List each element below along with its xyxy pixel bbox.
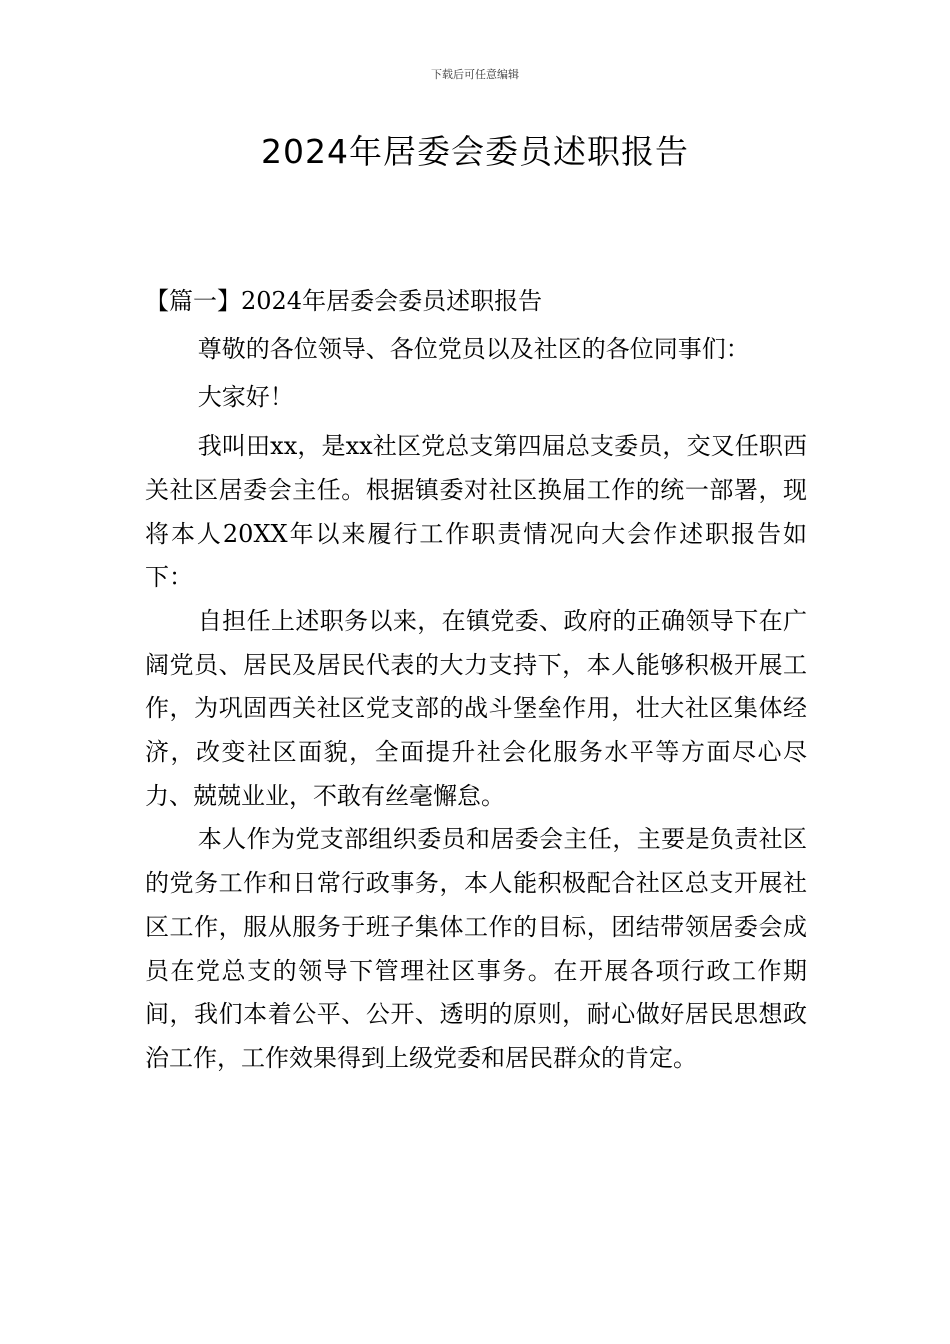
body-paragraph: 本人作为党支部组织委员和居委会主任，主要是负责社区的党务工作和日常行政事务，本人能积极配合社区总支开展社区工作，服从服务于班子集体工作的目标，团结带领居委会成员在党总支的领导下管理社区事务。在开展各项行政工作期间，我们本着公平、公开、透明的原则，耐心做好居民思想政治工作，工作效果得到上级党委和居民群众的肯定。 — [145, 825, 807, 1072]
salutation-paragraph: 尊敬的各位领导、各位党员以及社区的各位同事们： — [197, 334, 750, 363]
body-paragraph: 我叫田xx，是xx社区党总支第四届总支委员，交叉任职西关社区居委会主任。根据镇委对社区换届工作的统一部署，现将本人20XX年以来履行工作职责情况向大会作述职报告如下： — [145, 432, 807, 592]
document-title: 2024年居委会委员述职报告 — [261, 132, 689, 171]
document-body — [145, 280, 807, 1081]
section-heading: 【篇一】2024年居委会委员述职报告 — [145, 287, 543, 315]
page-header-note: 下载后可任意编辑 — [431, 68, 519, 81]
greeting-paragraph: 大家好！ — [197, 383, 294, 412]
body-paragraph: 自担任上述职务以来，在镇党委、政府的正确领导下在广阔党员、居民及居民代表的大力支持下，本人能够积极开展工作，为巩固西关社区党支部的战斗堡垒作用，壮大社区集体经济，改变社区面貌，全面提升社会化服务水平等方面尽心尽力、兢兢业业，不敢有丝毫懈怠。 — [145, 606, 807, 810]
